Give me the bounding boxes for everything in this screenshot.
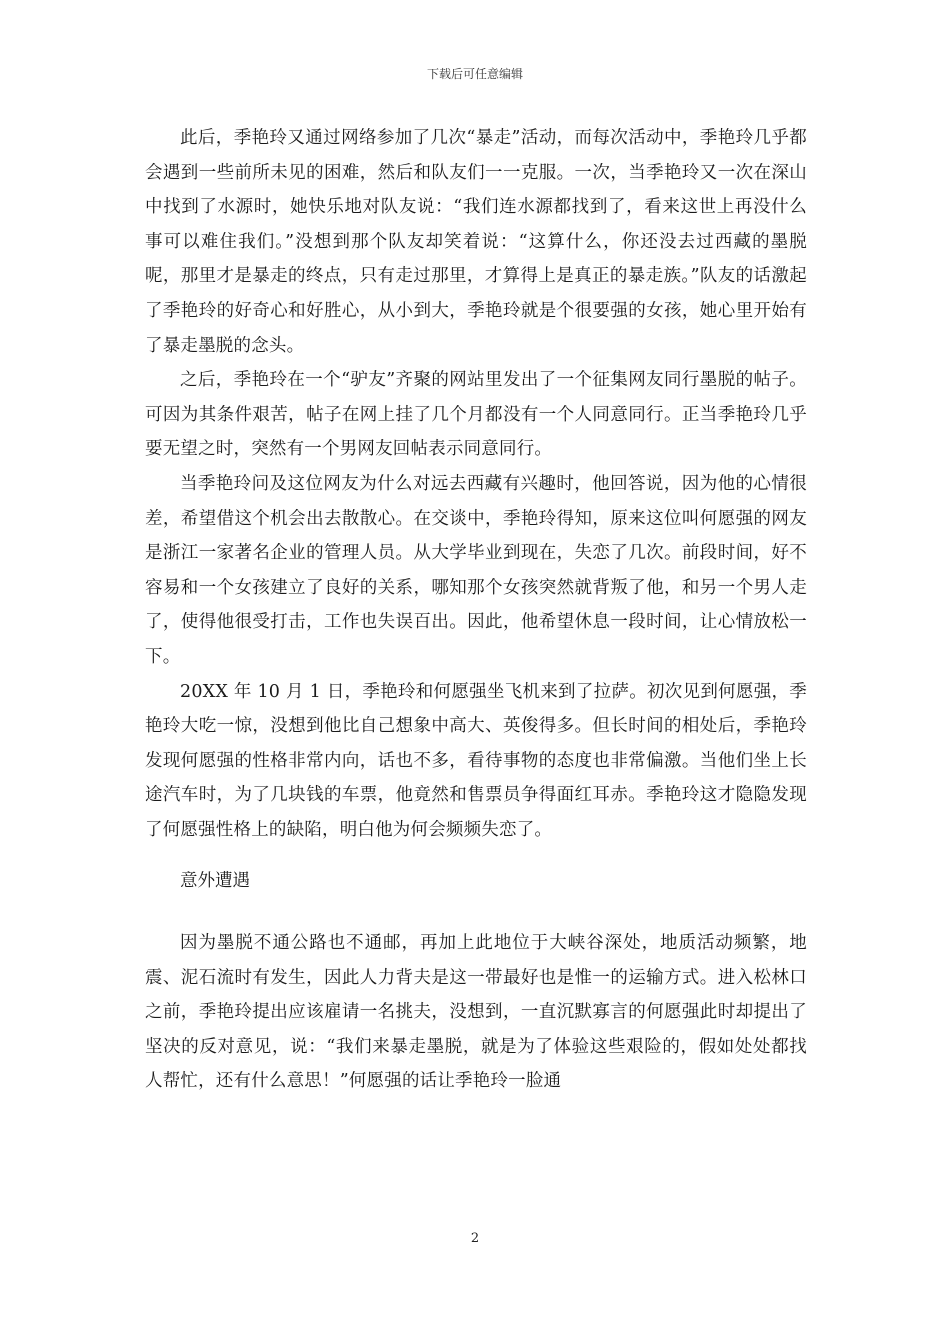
section-paragraph-1: 因为墨脱不通公路也不通邮，再加上此地位于大峡谷深处，地质活动频繁，地震、泥石流时有发生，因此人力背夫是这一带最好也是惟一的运输方式。进入松林口之前，季艳玲提出应该雇请一名挑夫，没想到，一直沉默寡言的何愿强此时却提出了坚决的反对意见，说：“我们来暴走墨脱，就是为了体验这些艰险的，假如处处都找人帮忙，还有什么意思！”何愿强的话让季艳玲一脸通	[145, 933, 807, 1092]
section-heading: 意外遭遇	[180, 871, 250, 892]
paragraph-4: 20XX 年 10 月 1 日，季艳玲和何愿强坐飞机来到了拉萨。初次见到何愿强，季艳玲大吃一惊，没想到他比自己想象中高大、英俊得多。但长时间的相处后，季艳玲发现何愿强的性格非常内向，话也不多，看待事物的态度也非常偏激。当他们坐上长途汽车时，为了几块钱的车票，他竟然和售票员争得面红耳赤。季艳玲这才隐隐发现了何愿强性格上的缺陷，明白他为何会频频失恋了。	[145, 681, 807, 840]
paragraph-1: 此后，季艳玲又通过网络参加了几次“暴走”活动，而每次活动中，季艳玲几乎都会遇到一些前所未见的困难，然后和队友们一一克服。一次，当季艳玲又一次在深山中找到了水源时，她快乐地对队友说：“我们连水源都找到了，看来这世上再没什么事可以难住我们。”没想到那个队友却笑着说：“这算什么，你还没去过西藏的墨脱呢，那里才是暴走的终点，只有走过那里，才算得上是真正的暴走族。”队友的话激起了季艳玲的好奇心和好胜心，从小到大，季艳玲就是个很要强的女孩，她心里开始有了暴走墨脱的念头。	[145, 128, 807, 356]
paragraph-2: 之后，季艳玲在一个“驴友”齐聚的网站里发出了一个征集网友同行墨脱的帖子。可因为其条件艰苦，帖子在网上挂了几个月都没有一个人同意同行。正当季艳玲几乎要无望之时，突然有一个男网友回帖表示同意同行。	[145, 370, 807, 460]
page-header: 下载后可任意编辑	[426, 67, 523, 81]
document-body	[145, 121, 807, 1099]
paragraph-3: 当季艳玲问及这位网友为什么对远去西藏有兴趣时，他回答说，因为他的心情很差，希望借这个机会出去散散心。在交谈中，季艳玲得知，原来这位叫何愿强的网友是浙江一家著名企业的管理人员。从大学毕业到现在，失恋了几次。前段时间，好不容易和一个女孩建立了良好的关系，哪知那个女孩突然就背叛了他，和另一个男人走了，使得他很受打击，工作也失误百出。因此，他希望休息一段时间，让心情放松一下。	[145, 473, 807, 667]
page-number: 2	[470, 1231, 480, 1246]
